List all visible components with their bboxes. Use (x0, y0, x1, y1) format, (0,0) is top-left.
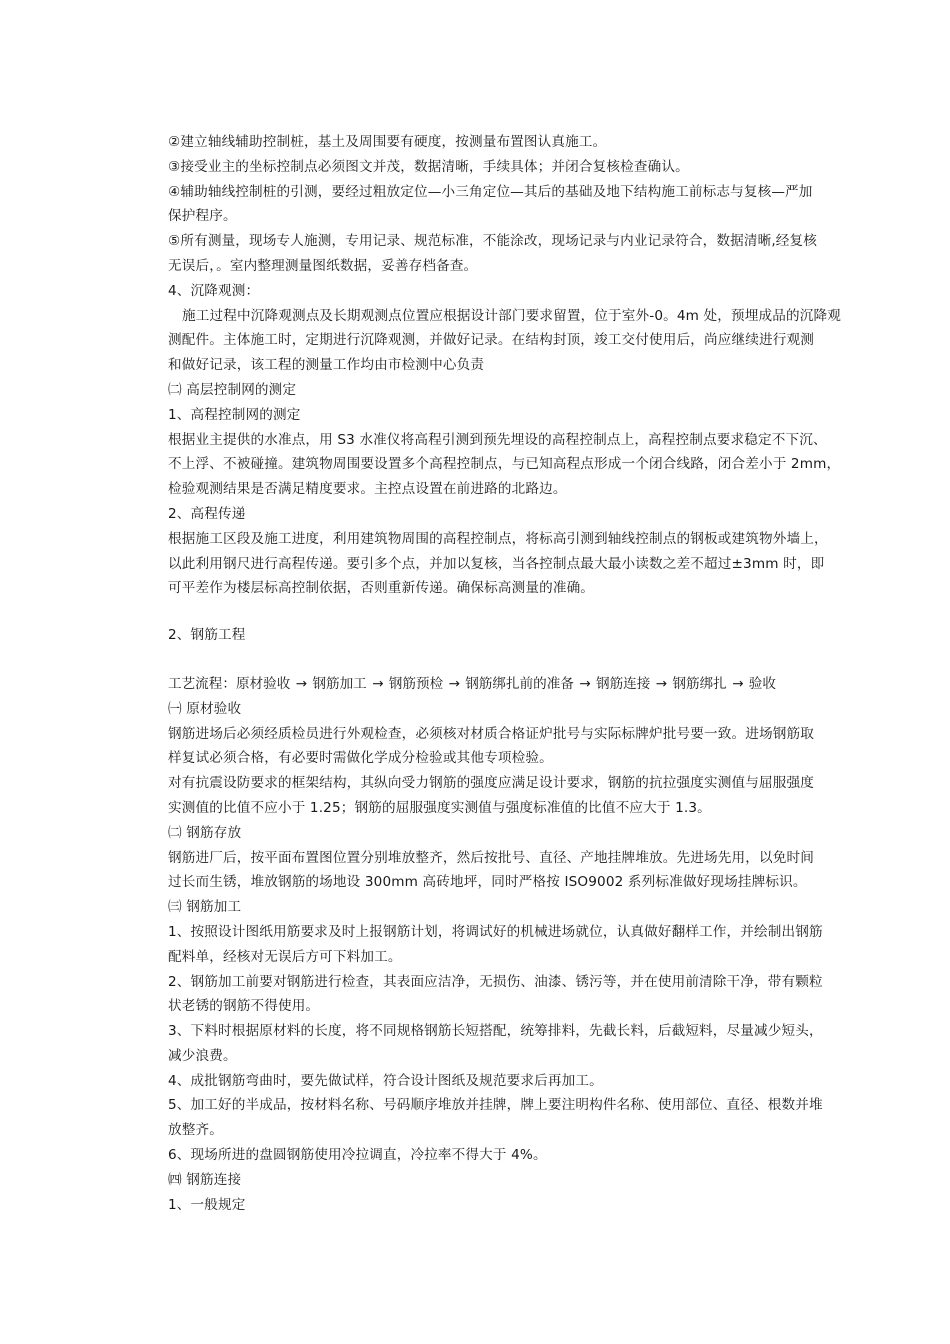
text-line: 根据施工区段及施工进度，利用建筑物周围的高程控制点，将标高引测到轴线控制点的钢板或建筑物外墙上， (168, 530, 828, 547)
section-title: 2、钢筋工程 (168, 627, 246, 644)
text-line: 钢筋进场后必须经质检员进行外观检查，必须核对材质合格证炉批号与实际标牌炉批号要一致。进场钢筋取 (168, 725, 814, 742)
text-line: 可平差作为楼层标高控制依据，否则重新传递。确保标高测量的准确。 (168, 580, 595, 597)
text-line: ⑤所有测量，现场专人施测，专用记录、规范标准，不能涂改，现场记录与内业记录符合，数据清晰,经复核 (168, 233, 818, 250)
document-page (168, 130, 841, 1217)
section-heading: ㈡ 钢筋存放 (168, 824, 242, 841)
text-line: 根据业主提供的水准点，用 S3 水准仪将高程引测到预先埋设的高程控制点上，高程控制点要求稳定不下沉、 (168, 431, 827, 448)
text-line: 5、加工好的半成品，按材料名称、号码顺序堆放并挂牌，牌上要注明构件名称、使用部位、直径、根数并堆 (168, 1097, 823, 1114)
text-line: ④辅助轴线控制桩的引测，要经过粗放定位—小三角定位—其后的基础及地下结构施工前标志与复核—严加 (168, 183, 813, 200)
text-line: 测配件。主体施工时，定期进行沉降观测，并做好记录。在结构封顶，竣工交付使用后，尚应继续进行观测 (168, 332, 814, 349)
section-heading: ㈣ 钢筋连接 (168, 1171, 242, 1188)
text-line: 3、下料时根据原材料的长度，将不同规格钢筋长短搭配，统筹排料，先截长料，后截短料，尽量减少短头， (168, 1023, 823, 1040)
text-line: 样复试必须合格，有必要时需做化学成分检验或其他专项检验。 (168, 750, 553, 767)
text-line: 减少浪费。 (168, 1047, 237, 1064)
text-line: 和做好记录，该工程的测量工作均由市检测中心负责 (168, 357, 485, 374)
text-line: 施工过程中沉降观测点及长期观测点位置应根据设计部门要求留置，位于室外-0。4m 处，预埋成品的沉降观 (182, 307, 841, 324)
text-line: 检验观测结果是否满足精度要求。主控点设置在前进路的北路边。 (168, 481, 567, 498)
text-line: ③接受业主的坐标控制点必须图文并茂，数据清晰，手续具体；并闭合复核检查确认。 (168, 158, 689, 175)
text-line: 过长而生锈，堆放钢筋的场地设 300mm 高砖地坪，同时严格按 ISO9002 系列标准做好现场挂牌标识。 (168, 874, 807, 891)
section-heading: ㈢ 钢筋加工 (168, 899, 242, 916)
section-heading: ㈡ 高层控制网的测定 (168, 381, 297, 398)
subsection-heading: 2、高程传递 (168, 505, 246, 522)
text-line: 1、按照设计图纸用筋要求及时上报钢筋计划，将调试好的机械进场就位，认真做好翻样工作，并绘制出钢筋 (168, 923, 823, 940)
text-line: 配料单，经核对无误后方可下料加工。 (168, 948, 402, 965)
section-heading: ㈠ 原材验收 (168, 700, 242, 717)
text-line: 不上浮、不被碰撞。建筑物周围要设置多个高程控制点，与已知高程点形成一个闭合线路，闭合差小于 2mm， (168, 456, 841, 473)
text-line: 6、现场所进的盘圆钢筋使用冷拉调直，冷拉率不得大于 4%。 (168, 1147, 547, 1164)
text-line: 2、钢筋加工前要对钢筋进行检查，其表面应洁净，无损伤、油漆、锈污等，并在使用前清除干净，带有颗粒 (168, 973, 823, 990)
subsection-heading: 1、一般规定 (168, 1196, 246, 1213)
text-line: 保护程序。 (168, 208, 237, 225)
text-line: 状老锈的钢筋不得使用。 (168, 998, 320, 1015)
process-flow: 工艺流程：原材验收 → 钢筋加工 → 钢筋预检 → 钢筋绑扎前的准备 → 钢筋连接 → 钢筋绑扎 → 验收 (168, 675, 776, 692)
text-line: 以此利用钢尺进行高程传递。要引多个点，并加以复核，当各控制点最大最小读数之差不超过±3mm 时，即 (168, 555, 825, 572)
section-heading: 4、沉降观测： (168, 282, 260, 299)
text-line: 4、成批钢筋弯曲时，要先做试样，符合设计图纸及规范要求后再加工。 (168, 1072, 603, 1089)
text-line: 对有抗震设防要求的框架结构，其纵向受力钢筋的强度应满足设计要求，钢筋的抗拉强度实测值与屈服强度 (168, 775, 814, 792)
text-line: ②建立轴线辅助控制桩，基土及周围要有硬度，按测量布置图认真施工。 (168, 134, 607, 150)
text-line: 放整齐。 (168, 1122, 223, 1139)
subsection-heading: 1、高程控制网的测定 (168, 406, 301, 423)
text-line: 无误后，。室内整理测量图纸数据，妥善存档备查。 (168, 257, 478, 274)
text-line: 实测值的比值不应小于 1.25；钢筋的屈服强度实测值与强度标准值的比值不应大于 1.3。 (168, 799, 711, 816)
text-line: 钢筋进厂后，按平面布置图位置分别堆放整齐，然后按批号、直径、产地挂牌堆放。先进场先用，以免时间 (168, 849, 814, 866)
